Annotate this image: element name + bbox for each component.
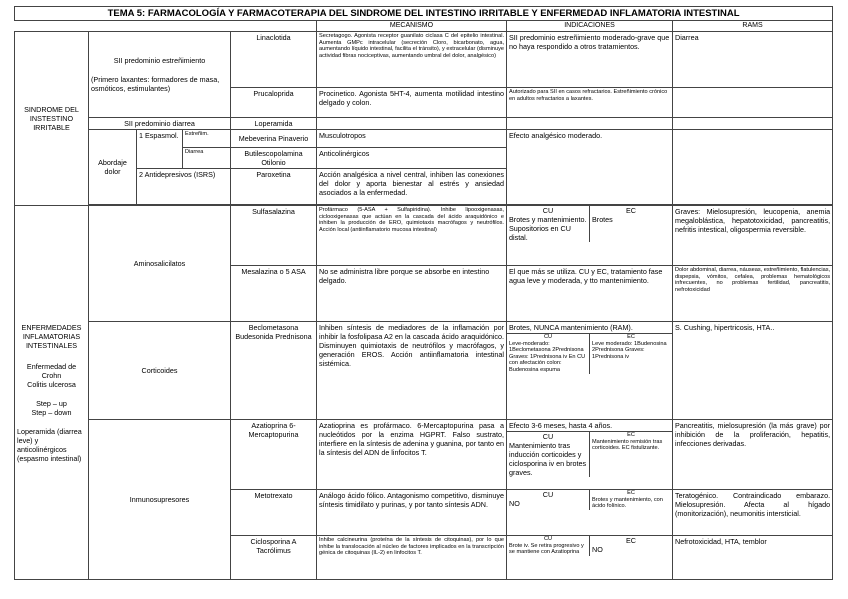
sii-laxantes-note: (Primero laxantes: formadores de masa, osmóticos, estimulantes) [91, 75, 220, 93]
diarrea-label: Diarrea [183, 148, 231, 169]
step-up-label: Step – up [36, 398, 67, 408]
ec-header: EC [627, 334, 635, 340]
cu-header: CU [542, 432, 554, 441]
ciclo-cu: Brote iv. Se retira progresivo y se mantiene con Azatioprina [509, 542, 584, 556]
ind-loperamida [507, 118, 673, 130]
ind-sulfasalazina [507, 206, 673, 266]
mec-azatioprina: Azatioprina es profármaco. 6-Mercaptopurina pasa a nucleótidos por la enzima HGPRT. Falso sustrato, interfiere en la síntesis de adenina y guanina, por tanto en la síntesis del ADN de linfocitos T. [317, 420, 507, 490]
mec-ciclosporina: Inhibe calcineurina (proteína de la síntesis de citoquinas), por lo que inhibe la translocación al núcleo de factores implicados en la transcripción génica de citoquinas (IL-2) en linfocitos T. [317, 536, 507, 580]
mec-corticoides: Inhiben síntesis de mediadores de la inflamación por inhibir la fosfolipasa A2 en la cascada ácido araquidónico. Disminuyen quimiotaxis de neutrófilos y macrófagos, y generación EROS. Acción antiinflamatoria intestinal sistémica. [317, 322, 507, 420]
aminosalicilatos-label: Aminosalicilatos [89, 206, 231, 322]
mec-paroxetina: Acción analgésica a nivel central, inhiben las conexiones del dolor y aporta bienestar al estrés y ansiedad asociados a la enfermedad. [317, 169, 507, 205]
sulfa-cu: Brotes y mantenimiento. Supositorios en CU distal. [509, 215, 587, 242]
aza-cu: Mantenimiento tras inducción corticoides y ciclosporina iv en brotes graves. [509, 441, 587, 477]
mec-mesalazina: No se administra libre porque se absorbe en intestino delgado. [317, 266, 507, 322]
rams-loperamida [673, 118, 833, 130]
mec-linaclotida: Secretagogo. Agonista receptor guanilato ciclasa C del epitelio intestinal. Aumenta GMPc intracelular (secreción Cloro, bicarbonato, agua, aumentando líquido intestinal, facilita el tránsito), y extracelular (disminuye actividad fibras nociceptivas, aumentando umbral del dolor, analgésico) [317, 32, 507, 88]
rams-metotrexato: Teratogénico. Contraindicado embarazo. Mielosupresión. Afecta al hígado (monitorización), neumonitis intersticial. [673, 490, 833, 536]
mtx-cu: NO [509, 499, 520, 508]
rams-mesalazina: Dolor abdominal, diarrea, náuseas, estreñimiento, flatulencias, dispepsia, vómitos, cefalea, problemas hematológicos infrecuentes, no problemas fertilidad, pancreatitis, nefrotoxicidad [673, 266, 833, 322]
sii-section-label: SINDROME DEL INSTESTINO IRRITABLE [15, 32, 89, 206]
ind-corticoides [507, 322, 673, 420]
rams-prucaloprida [673, 88, 833, 118]
mec-sulfasalazina: Profármaco (5-ASA + Sulfapiridina). Inhibe lipooxigenasas, ciclooxigenasas que actúan en la cascada del ácido araquidónico e inhiben la producción de ERO, quimiotaxis macrófagos y neutrófilos. Acción local (antiinflamatorio mucosa intestinal) [317, 206, 507, 266]
crohn-label: Enfermedad de Crohn [26, 361, 77, 380]
aza-ec: Mantenimiento remisión tras corticoides. EC fistulizante. [592, 438, 663, 452]
sulfa-ec: Brotes [592, 215, 613, 224]
mec-mebeverina: Musculotropos [317, 130, 507, 148]
antidepresivos-label: 2 Antidepresivos (ISRS) [137, 169, 231, 205]
mec-loperamida [317, 118, 507, 130]
page-title: TEMA 5: FARMACOLOGÍA Y FARMACOTERAPIA DEL SINDROME DEL INTESTINO IRRITABLE Y ENFERMEDAD INFLAMATORIA INTESTINAL [15, 7, 833, 21]
mec-butilescopolamina: Anticolinérgicos [317, 148, 507, 169]
drug-azatioprina: Azatioprina 6-Mercaptopurina [231, 420, 317, 490]
abordaje-dolor-label: Abordaje dolor [89, 130, 137, 205]
sii-diarrea-label: SII predominio diarrea [89, 118, 231, 130]
rams-corticoides: S. Cushing, hipertricosis, HTA.. [673, 322, 833, 420]
pharmacology-table [14, 6, 833, 580]
rams-linaclotida: Diarrea [673, 32, 833, 88]
drug-linaclotida: Linaclotida [231, 32, 317, 88]
ind-espasmoliticos: Efecto analgésico moderado. [507, 130, 673, 205]
drug-butilescopolamina: Butilescopolamina Otilonio [231, 148, 317, 169]
aza-ind-head: Efecto 3-6 meses, hasta 4 años. [507, 420, 672, 432]
ind-mesalazina: El que más se utiliza. CU y EC, tratamiento fase agua leve y moderada, y tto mantenimiento. [507, 266, 673, 322]
ind-ciclosporina [507, 536, 673, 580]
inmunosupresores-label: Inmunosupresores [89, 420, 231, 580]
drug-paroxetina: Paroxetina [231, 169, 317, 205]
cu-header: CU [543, 536, 553, 542]
drug-mesalazina: Mesalazina o 5 ASA [231, 266, 317, 322]
cort-ind-head: Brotes, NUNCA mantenimiento (RAM). [507, 322, 672, 334]
ec-header: EC [627, 490, 635, 496]
header-mecanismo: MECANISMO [317, 21, 507, 32]
drug-prucaloprida: Prucaloprida [231, 88, 317, 118]
ind-azatioprina [507, 420, 673, 490]
ind-linaclotida: SII predominio estreñimiento moderado-grave que no haya respondido a otros tratamientos. [507, 32, 673, 88]
drug-sulfasalazina: Sulfasalazina [231, 206, 317, 266]
summary-sheet [14, 6, 832, 580]
drug-metotrexato: Metotrexato [231, 490, 317, 536]
sii-estrenimiento-cell [89, 32, 231, 118]
cu-header: CU [542, 206, 554, 215]
header-spacer [15, 21, 317, 32]
eii-section-label: ENFERMEDADES INFLAMATORIAS INTESTINALES [21, 322, 82, 350]
rams-azatioprina: Pancreatitis, mielosupresión (la más grave) por inhibición de la proliferación, hepatitis, infecciones derivadas. [673, 420, 833, 490]
corticoides-label: Corticoides [89, 322, 231, 420]
ind-metotrexato [507, 490, 673, 536]
ind-prucaloprida: Autorizado para SII en casos refractarios. Estreñimiento crónico en adultos refractarios a laxantes. [507, 88, 673, 118]
cu-header: CU [542, 490, 554, 499]
cu-header: CU [543, 334, 553, 340]
espasmol-label: 1 Espasmol. [137, 130, 183, 169]
cort-cu: Leve-moderado: 1Beclometasona 2Prednisona Graves: 1Prednisona iv En CU con afectación colon: Budenosina espuma [509, 340, 586, 373]
drug-ciclosporina: Ciclosporina A Tacrólimus [231, 536, 317, 580]
estrenim-label: Estreñim. [183, 130, 231, 148]
mtx-ec: Brotes y mantenimiento, con ácido folínico. [592, 496, 663, 510]
drug-loperamida: Loperamida [231, 118, 317, 130]
cort-ec: Leve moderado: 1Budenosina 2Prednisona Graves: 1Prednisona iv [592, 340, 667, 360]
rams-abordaje [673, 130, 833, 205]
header-rams: RAMS [673, 21, 833, 32]
mec-prucaloprida: Procinetico. Agonista 5HT-4, aumenta motilidad intestino delgado y colon. [317, 88, 507, 118]
rams-ciclosporina: Nefrotoxicidad, HTA, temblor [673, 536, 833, 580]
colitis-label: Colitis ulcerosa [27, 379, 76, 389]
ciclo-ec: NO [592, 545, 603, 554]
eii-section-cell [15, 206, 89, 580]
ec-header: EC [626, 206, 636, 215]
mec-metotrexato: Análogo ácido fólico. Antagonismo competitivo, disminuye síntesis timidilato y purinas, y por tanto síntesis ADN. [317, 490, 507, 536]
sii-estrenimiento-label: SII predominio estreñimiento [113, 56, 206, 65]
rams-sulfasalazina: Graves: Mielosupresión, leucopenia, anemia megaloblástica, hepatotoxicidad, pancreatitis, nefritis intestical, oligospermia reversible. [673, 206, 833, 266]
header-indicaciones: INDICACIONES [507, 21, 673, 32]
drug-mebeverina: Mebeverina Pinaverio [231, 130, 317, 148]
loperamida-note: Loperamida (diarrea leve) y anticolinérgicos (espasmo intestinal) [17, 426, 82, 463]
ec-header: EC [627, 432, 635, 438]
drug-corticoides: Beclometasona Budesonida Prednisona [231, 322, 317, 420]
step-down-label: Step – down [31, 407, 72, 417]
ec-header: EC [626, 536, 636, 545]
